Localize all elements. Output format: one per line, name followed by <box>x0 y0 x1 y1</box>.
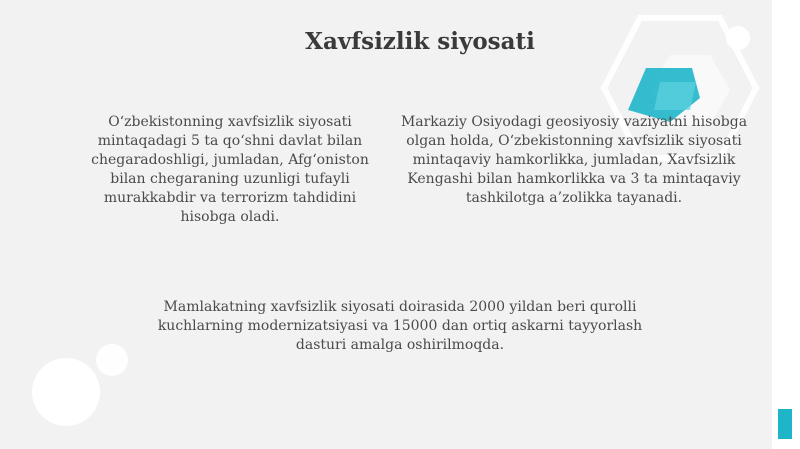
paragraph-bottom: Mamlakatning xavfsizlik siyosati doirasida 2000 yildan beri qurolli kuchlarning modernizatsiyasi va 15000 dan ortiq askarni tayyorlash dasturi amalga oshirilmoqda. <box>157 299 643 353</box>
paragraph-right: Markaziy Osiyodagi geosiyosiy vaziyatni hisobga olgan holda, O‘zbekistonning xavfsizlik siyosati mintaqaviy hamkorlikka, jumladan, Xavfsizlik Kengashi bilan hamkorlikka va 3 ta mintaqaviy tashkilotga a’zolikka tayanadi. <box>400 114 748 206</box>
accent-tab <box>778 409 792 439</box>
slide-title: Xavfsizlik siyosati <box>305 28 535 55</box>
paragraph-left: O‘zbekistonning xavfsizlik siyosati mintaqadagi 5 ta qo‘shni davlat bilan chegaradoshligi, jumladan, Afg‘oniston bilan chegaraning uzunligi tufayli murakkabdir va terrorizm tahdidini hisobga oladi. <box>91 114 369 225</box>
circle-decoration <box>0 320 160 449</box>
